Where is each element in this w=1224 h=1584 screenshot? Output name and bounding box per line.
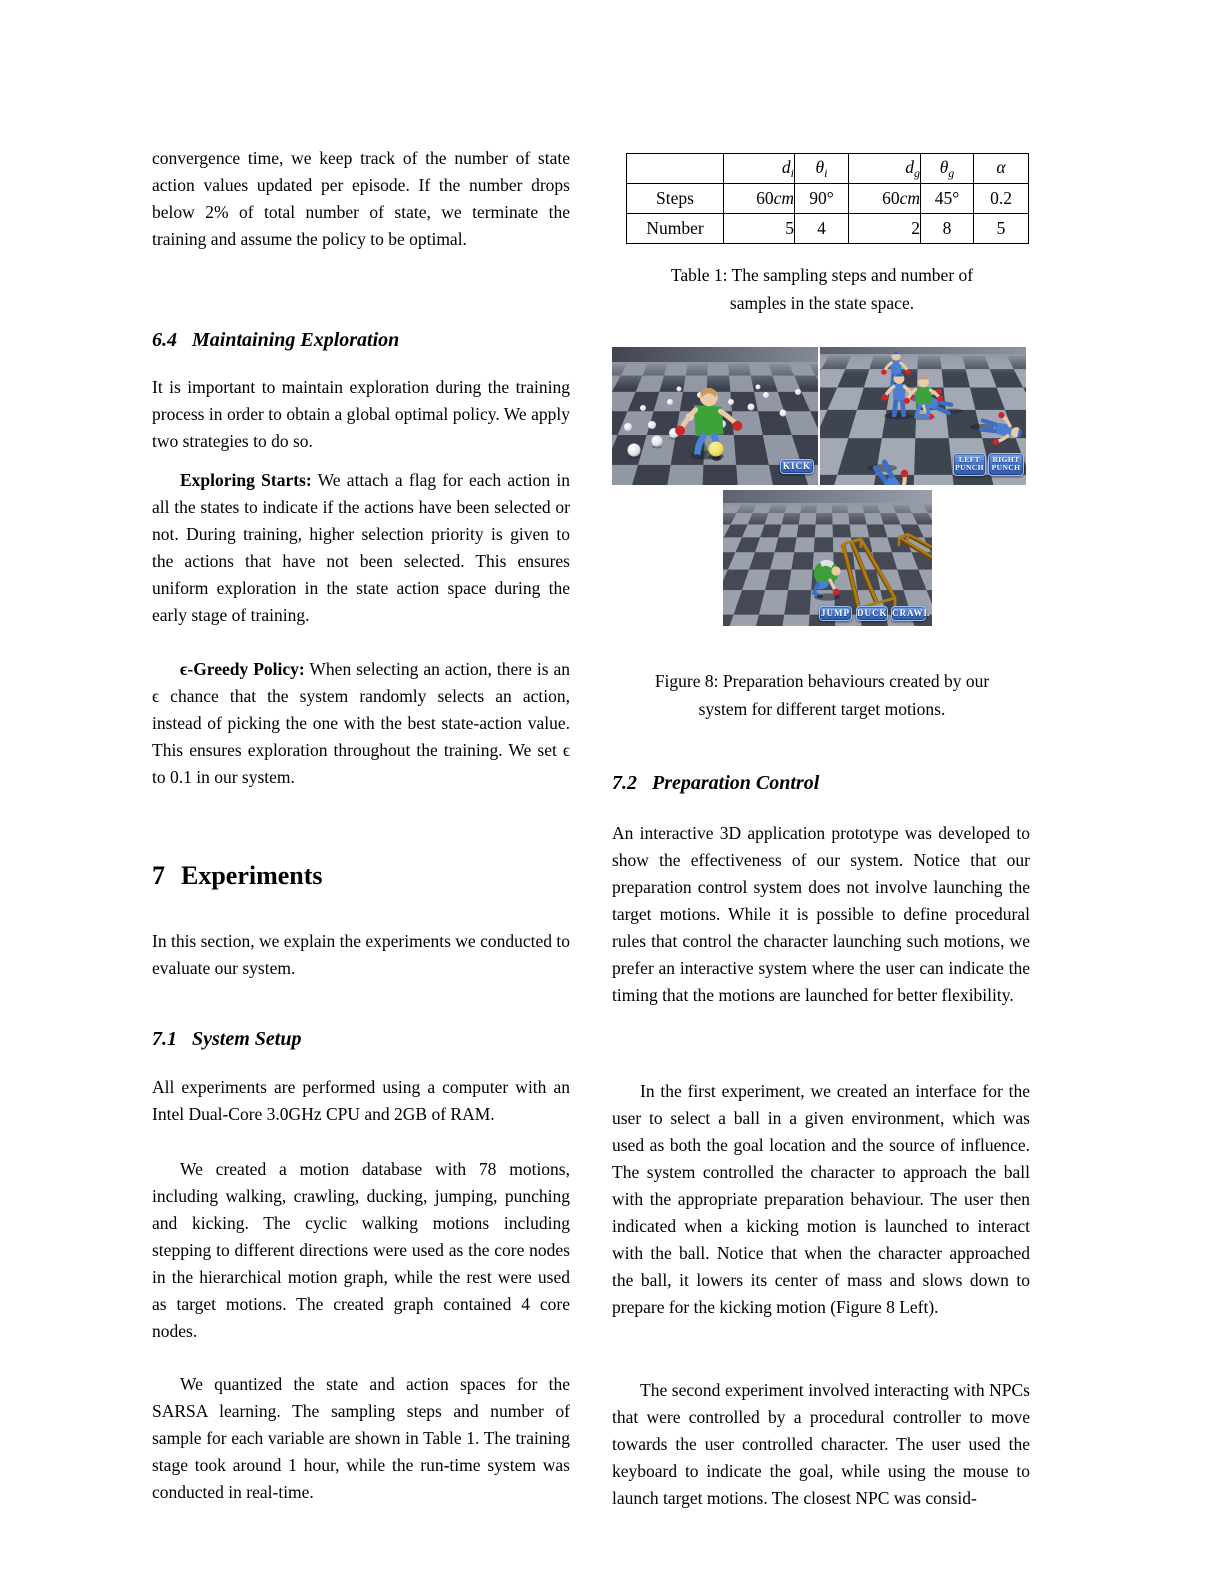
cell-dg-num: 2 <box>849 214 921 244</box>
paragraph-maintain-exploration: It is important to maintain exploration during the training process in order to obtain a global optimal policy. We apply two strategies to do so. <box>152 377 570 451</box>
figure-caption: Figure 8: Preparation behaviours created by our system for different target motions. <box>654 671 990 719</box>
right-punch-button-graphic: RIGHT PUNCH <box>988 453 1024 476</box>
section-number: 6.4 <box>152 329 177 351</box>
paragraph-system-setup: All experiments are performed using a computer with an Intel Dual-Core 3.0GHz CPU and 2GB of RAM. <box>152 1077 570 1124</box>
paragraph-exploring-starts <box>152 467 570 629</box>
section-title: Preparation Control <box>652 772 820 794</box>
figure8-obstacle-scene <box>723 490 932 626</box>
header-di: $d_i$ <box>724 154 795 184</box>
paragraph-second-experiment: The second experiment involved interacting with NPCs that were controlled by a procedural controller to move towards the user controlled character. The user used the keyboard to indicate the goal, while using the mouse to launch target motions. The closest NPC was consid- <box>612 1380 1030 1508</box>
table-header-row <box>627 154 1029 184</box>
header-theta-i: $\theta_i$ <box>795 154 849 184</box>
table-row-number <box>627 214 1029 244</box>
table-caption: Table 1: The sampling steps and number of samples in the state space. <box>670 265 974 313</box>
section-heading-7 <box>152 861 323 891</box>
exploring-starts-lead: Exploring Starts: <box>180 470 312 490</box>
kick-button-graphic: KICK <box>780 459 814 474</box>
greedy-policy-lead: ϵ-Greedy Policy: <box>180 659 305 679</box>
cell-di-step: 60cm <box>724 184 795 214</box>
section-title: Maintaining Exploration <box>192 329 400 351</box>
section-heading-7-1 <box>152 1028 301 1051</box>
section-number: 7.2 <box>612 772 637 794</box>
row-label: Number <box>627 214 724 244</box>
cell-di-num: 5 <box>724 214 795 244</box>
header-empty <box>627 154 724 184</box>
left-punch-button-graphic: LEFT PUNCH <box>953 453 986 476</box>
section-number: 7.1 <box>152 1028 177 1050</box>
punch-hero-character <box>904 377 944 418</box>
greedy-policy-body: When selecting an action, there is an ϵ chance that the system randomly selects an action, instead of picking the one with the best state-action value. This ensures exploration throughout the training. We set ϵ to 0.1 in our system. <box>152 659 570 787</box>
header-theta-g: $\theta_g$ <box>921 154 974 184</box>
exploring-starts-body: We attach a flag for each action in all the states to indicate if the actions have been selected or not. During training, higher selection priority is given to the actions that have not been selected. This ensures uniform exploration in the state action space during the early stage of training. <box>152 470 570 625</box>
target-ball <box>708 442 724 460</box>
duck-button-graphic: DUCK <box>856 606 888 621</box>
cell-alpha-num: 5 <box>974 214 1029 244</box>
jump-button-graphic: JUMP <box>819 606 852 621</box>
rail-obstacle-far <box>899 534 932 558</box>
figure8 <box>612 347 1026 626</box>
paragraph-prototype: An interactive 3D application prototype was developed to show the effectiveness of our system. Notice that our preparation control system does not involve launching the target motions. While it is possible to define procedural rules that control the character launching such motions, we prefer an interactive system where the user can indicate the timing that the motions are launched for better flexibility. <box>612 823 1030 1005</box>
paragraph-quantize: We quantized the state and action spaces for the SARSA learning. The sampling steps and number of sample for each variable are shown in Table 1. The training stage took around 1 hour, while the run-time system was conducted in real-time. <box>152 1374 570 1502</box>
paragraph-motion-database: We created a motion database with 78 motions, including walking, crawling, ducking, jumping, punching and kicking. The cyclic walking motions including stepping to different directions were used as the core nodes in the hierarchical motion graph, while the rest were used as target motions. The created graph contained 4 core nodes. <box>152 1159 570 1341</box>
crawl-button-graphic: CRAWL <box>891 606 926 621</box>
paragraph-convergence: convergence time, we keep track of the number of state action values updated per episode. If the number drops below 2% of total number of state, we terminate the training and assume the policy to be optimal. <box>152 148 570 249</box>
section-title: Experiments <box>181 861 323 890</box>
figure8-kick-scene <box>612 347 818 485</box>
cell-thetai-step: 90° <box>795 184 849 214</box>
paragraph-section-intro: In this section, we explain the experiments we conducted to evaluate our system. <box>152 931 570 978</box>
sampling-table <box>626 153 1029 244</box>
paragraph-first-experiment: In the first experiment, we created an interface for the user to select a ball in a given environment, which was used as both the goal location and the source of influence. The system controlled the character to approach the ball with the appropriate preparation behaviour. The user then indicated when a kicking motion is launched to interact with the ball. Notice that when the character approached the ball, it lowers its center of mass and slows down to prepare for the kicking motion (Figure 8 Left). <box>612 1081 1030 1317</box>
section-number: 7 <box>152 861 165 890</box>
header-alpha: α <box>974 154 1029 184</box>
cell-dg-step: 60cm <box>849 184 921 214</box>
section-heading-7-2 <box>612 772 819 795</box>
cell-thetai-num: 4 <box>795 214 849 244</box>
section-title: System Setup <box>192 1028 302 1050</box>
row-label: Steps <box>627 184 724 214</box>
header-dg: $d_g$ <box>849 154 921 184</box>
paragraph-greedy-policy <box>152 656 570 791</box>
table-row-steps <box>627 184 1029 214</box>
crouching-character <box>814 560 841 601</box>
section-heading-6-4 <box>152 329 399 352</box>
cell-thetag-num: 8 <box>921 214 974 244</box>
figure8-punch-scene <box>820 347 1026 485</box>
cell-alpha-step: 0.2 <box>974 184 1029 214</box>
cell-thetag-step: 45° <box>921 184 974 214</box>
